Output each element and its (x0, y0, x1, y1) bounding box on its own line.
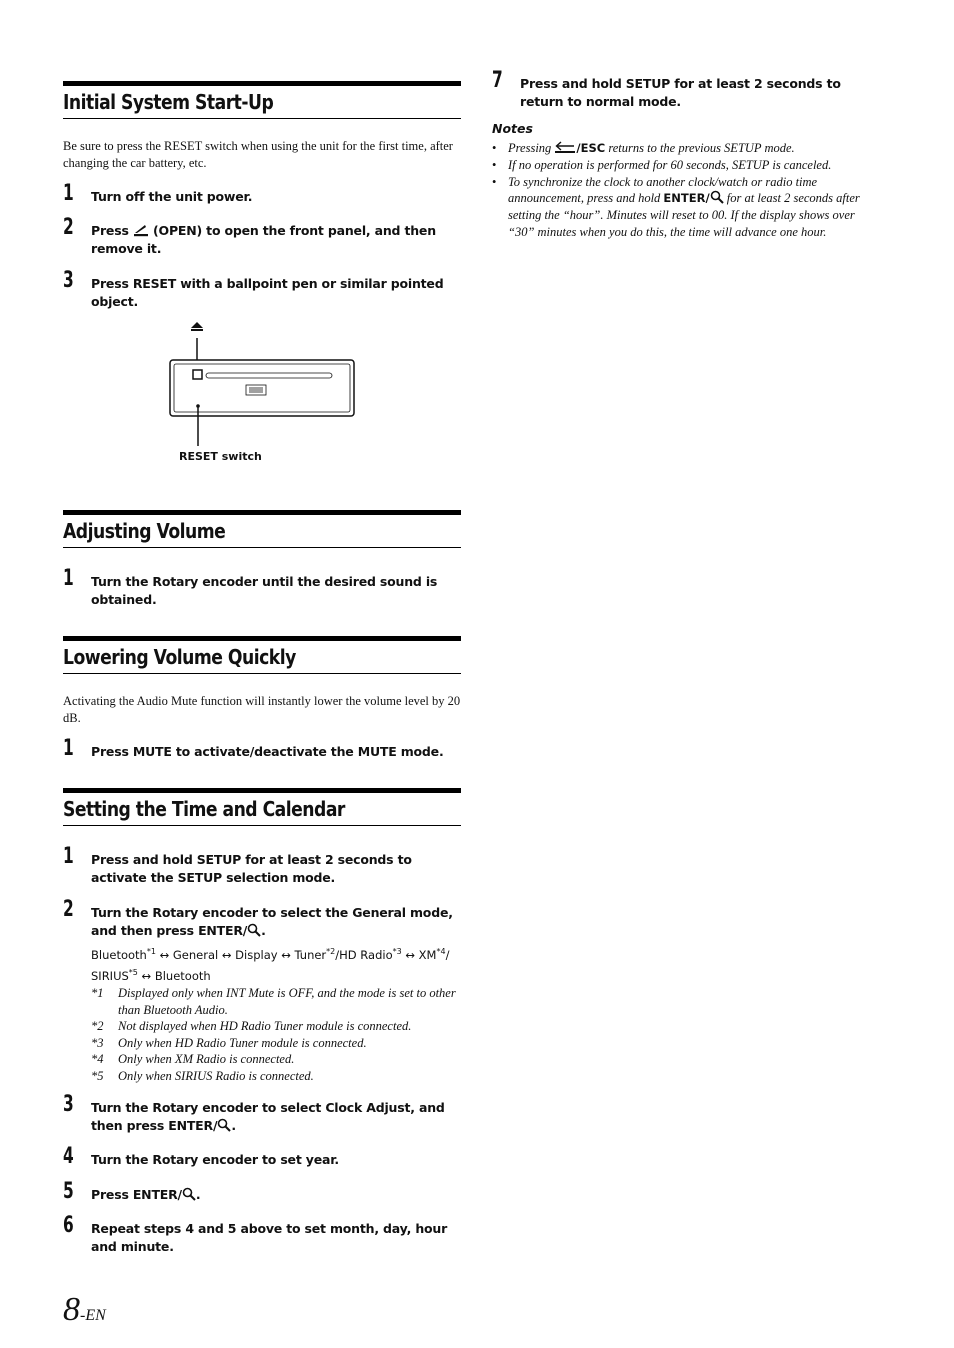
time-step-2: 2 Turn the Rotary encoder to select the General mode, and then press ENTER/ . (63, 897, 453, 938)
notes-list (492, 140, 884, 241)
search-icon (182, 1187, 196, 1201)
startup-step-3: 3 Press RESET with a ballpoint pen or similar pointed object. (63, 268, 444, 309)
lowering-step-1: 1 Press MUTE to activate/deactivate the MUTE mode. (63, 736, 444, 761)
note-item: • To synchronize the clock to another clock/watch or radio time announcement, press and hold ENTER/ for at least 2 seconds after setting the “hour”. Minutes will reset to 00. If the display shows over “30” minutes when you do this, the time will advance one hour. (492, 174, 884, 241)
note-item: • If no operation is performed for 60 seconds, SETUP is canceled. (492, 157, 884, 174)
time-step-4: 4 Turn the Rotary encoder to set year. (63, 1144, 339, 1169)
reset-switch-label: RESET switch (179, 450, 262, 463)
search-icon (247, 923, 261, 937)
volume-step-1: 1 Turn the Rotary encoder until the desired sound is obtained. (63, 566, 438, 607)
faceplate-diagram (160, 312, 370, 452)
startup-step-1: 1 Turn off the unit power. (63, 181, 253, 206)
eject-icon (191, 322, 203, 331)
note-item: • Pressing /ESC returns to the previous SETUP mode. (492, 140, 884, 157)
open-icon (133, 223, 149, 237)
section-startup-heading (63, 81, 461, 119)
return-icon (554, 141, 576, 154)
page-number: 8-EN (63, 1291, 106, 1328)
section-time-heading: Setting the Time and Calendar (63, 788, 461, 826)
mode-sequence: Bluetooth$^{*1}$ ↔ General ↔ Display ↔ Tuner$^{*2}$/HD Radio$^{*3}$ ↔ XM$^{*4}$/ SIRIUS$^{*5}$ ↔ Bluetooth (91, 947, 450, 983)
time-step-7: 7 Press and hold SETUP for at least 2 seconds to return to normal mode. (492, 68, 841, 109)
search-icon (710, 190, 724, 204)
time-step-5: 5 Press ENTER/ . (63, 1179, 201, 1204)
time-step-3: 3 Turn the Rotary encoder to select Clock Adjust, and then press ENTER/ . (63, 1092, 445, 1133)
time-step-1: 1 Press and hold SETUP for at least 2 seconds to activate the SETUP selection mode. (63, 844, 412, 885)
footnotes: *1 Displayed only when INT Mute is OFF, and the mode is set to other than Bluetooth Audio. *2 Not displayed when HD Radio Tuner module is connected. *3 Only when HD Radio Tuner module is connected. *4 Only when XM Radio is connected. *5 Only when SIRIUS Radio is connected. (91, 986, 456, 1083)
section-title: Initial System Start-Up (63, 90, 274, 114)
notes-heading: Notes (492, 121, 533, 136)
section-volume-heading: Adjusting Volume (63, 510, 461, 548)
search-icon (217, 1118, 231, 1132)
startup-intro: Be sure to press the RESET switch when using the unit for the first time, after changing the car battery, etc. (63, 139, 453, 170)
lowering-intro: Activating the Audio Mute function will instantly lower the volume level by 20 dB. (63, 694, 461, 725)
section-lowering-heading: Lowering Volume Quickly (63, 636, 461, 674)
startup-step-2: 2 Press (OPEN) to open the front panel, and then remove it. (63, 215, 436, 256)
time-step-6: 6 Repeat steps 4 and 5 above to set month, day, hour and minute. (63, 1213, 448, 1254)
